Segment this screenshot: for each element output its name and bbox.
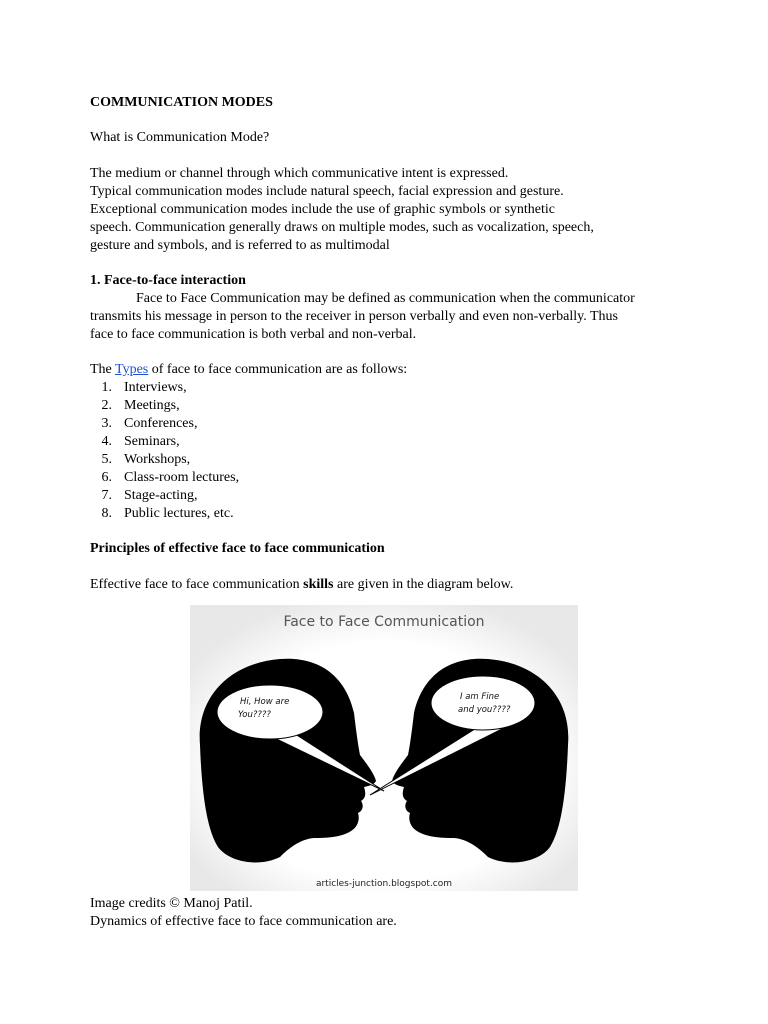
- list-text: Seminars,: [124, 434, 180, 449]
- list-text: Conferences,: [124, 416, 198, 431]
- types-intro-after: of face to face communication are as follows:: [148, 362, 408, 377]
- list-number: 8.: [101, 506, 112, 521]
- skills-before: Effective face to face communication: [90, 577, 304, 592]
- types-link[interactable]: Types: [115, 362, 149, 377]
- question-line: What is Communication Mode?: [90, 130, 270, 145]
- list-text: Class-room lectures,: [124, 470, 240, 485]
- list-item: [78, 415, 197, 433]
- right-speech-bubble: [431, 676, 535, 730]
- types-intro-before: The: [90, 362, 116, 377]
- page-heading: COMMUNICATION MODES: [90, 95, 273, 110]
- intro-line: Exceptional communication modes include the use of graphic symbols or synthetic: [90, 202, 556, 217]
- left-bubble-line: You????: [238, 710, 271, 720]
- skills-bold: skills: [303, 577, 334, 592]
- section-paragraph-line: transmits his message in person to the receiver in person verbally and even non-verbally. Thus: [90, 309, 618, 324]
- section-paragraph-line: face to face communication is both verbal and non-verbal.: [90, 327, 417, 342]
- intro-line: speech. Communication generally draws on multiple modes, such as vocalization, speech,: [90, 220, 594, 235]
- list-item: [78, 469, 239, 487]
- list-text: Interviews,: [124, 380, 187, 395]
- section-title: 1. Face-to-face interaction: [90, 273, 246, 288]
- intro-line: Typical communication modes include natural speech, facial expression and gesture.: [90, 184, 564, 199]
- intro-line: gesture and symbols, and is referred to as multimodal: [90, 238, 390, 253]
- skills-after: are given in the diagram below.: [333, 577, 514, 592]
- skills-line: [90, 576, 513, 594]
- types-intro: [90, 361, 407, 379]
- right-bubble-line: I am Fine: [460, 692, 500, 702]
- principles-heading: Principles of effective face to face communication: [90, 541, 385, 556]
- list-item: [78, 451, 190, 469]
- list-text: Meetings,: [124, 398, 180, 413]
- section-paragraph-line: Face to Face Communication may be defined as communication when the communicator: [136, 291, 635, 306]
- list-number: 2.: [101, 398, 112, 413]
- figure-title: Face to Face Communication: [283, 614, 485, 630]
- intro-line: The medium or channel through which communicative intent is expressed.: [90, 166, 509, 181]
- list-item: [78, 379, 187, 397]
- list-number: 7.: [101, 488, 112, 503]
- figure-credit: articles-junction.blogspot.com: [315, 879, 453, 889]
- list-item: [78, 487, 197, 505]
- list-number: 3.: [101, 416, 112, 431]
- face-to-face-diagram: [190, 605, 578, 891]
- list-number: 1.: [101, 380, 112, 395]
- list-text: Stage-acting,: [124, 488, 198, 503]
- image-credits: Image credits © Manoj Patil.: [90, 896, 253, 911]
- list-text: Public lectures, etc.: [124, 506, 234, 521]
- list-item: [78, 433, 180, 451]
- list-item: [78, 397, 180, 415]
- list-number: 4.: [101, 434, 112, 449]
- list-number: 6.: [101, 470, 112, 485]
- dynamics-line: Dynamics of effective face to face communication are.: [90, 914, 397, 929]
- left-bubble-line: Hi, How are: [240, 697, 290, 707]
- right-bubble-line: and you????: [458, 705, 511, 715]
- list-number: 5.: [101, 452, 112, 467]
- list-text: Workshops,: [124, 452, 191, 467]
- list-item: [78, 505, 234, 523]
